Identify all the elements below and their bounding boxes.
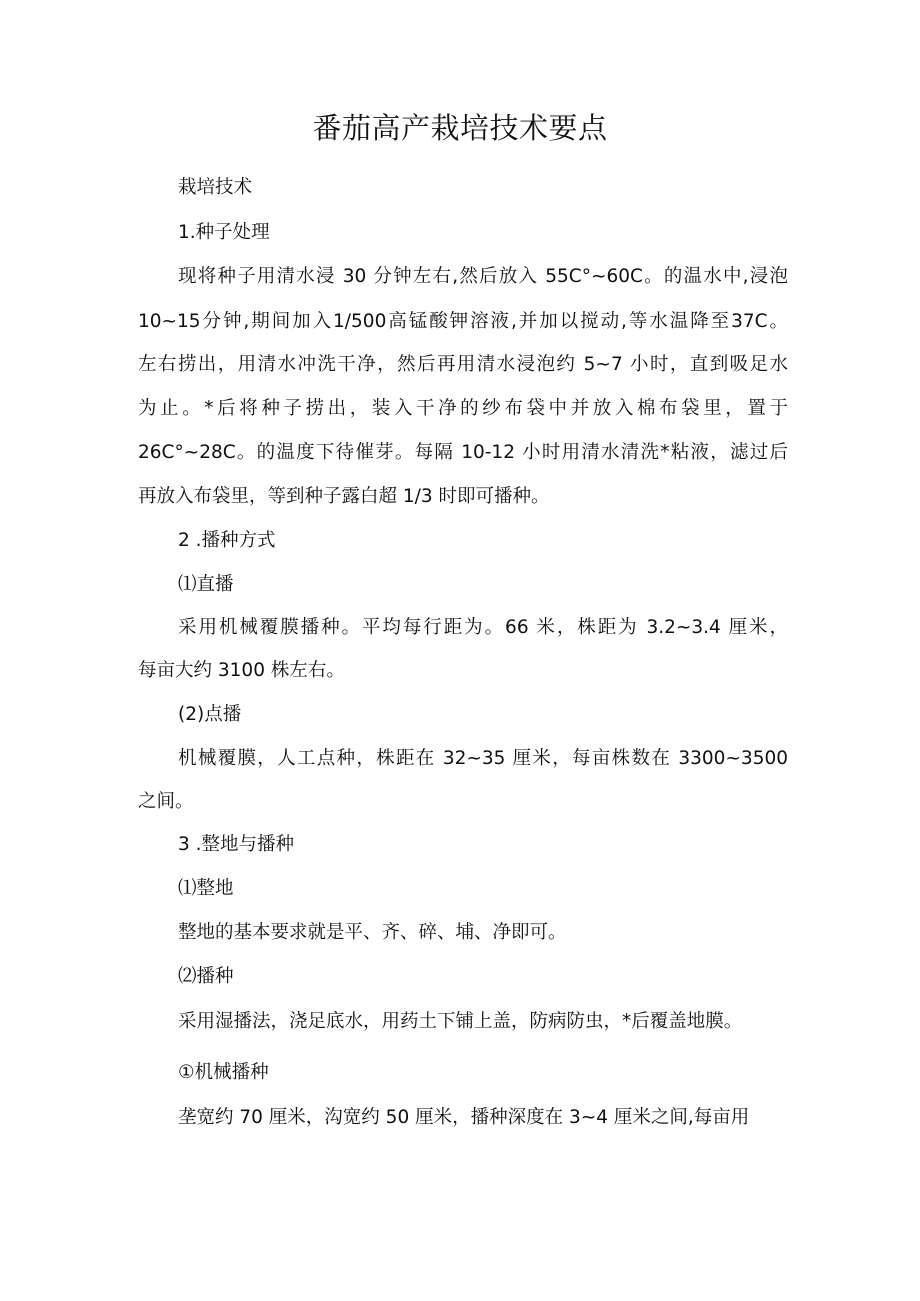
section-1-para-line: 再放入布袋里，等到种子露白超 1/3 时即可播种。 xyxy=(138,486,550,507)
section-2-sub1-line: 采用机械覆膜播种。平均每行距为。66 米，株距为 3.2~3.4 厘米， xyxy=(178,617,788,638)
section-1-para-line: 为止。*后将种子捞出，装入干净的纱布袋中并放入棉布袋里，置于 xyxy=(138,398,788,419)
section-3-sub1-line: 整地的基本要求就是平、齐、碎、埔、净即可。 xyxy=(178,922,567,943)
section-3-sub2-line: 采用湿播法，浇足底水，用药土下铺上盖，防病防虫，*后覆盖地膜。 xyxy=(178,1011,743,1032)
heading-cultivation-techniques: 栽培技术 xyxy=(178,177,253,198)
section-3-heading: 3 .整地与播种 xyxy=(178,834,295,855)
section-2-sub1-line: 每亩大约 3100 株左右。 xyxy=(138,660,345,681)
section-3-sub1-heading: ⑴整地 xyxy=(178,878,234,899)
section-2-sub2-line: 机械覆膜，人工点种，株距在 32~35 厘米，每亩株数在 3300~3500 xyxy=(178,748,788,769)
section-1-heading: 1.种子处理 xyxy=(178,222,270,243)
section-1-para-line: 现将种子用清水浸 30 分钟左右,然后放入 55C°~60C。的温水中,浸泡 xyxy=(178,266,788,287)
section-1-para-line: 左右捞出，用清水冲洗干净，然后再用清水浸泡约 5~7 小时，直到吸足水 xyxy=(138,354,788,375)
section-2-heading: 2 .播种方式 xyxy=(178,530,276,551)
section-3-sub2-heading: ⑵播种 xyxy=(178,966,234,987)
section-2-sub2-line: 之间。 xyxy=(138,791,194,812)
section-3-sub3-heading: ①机械播种 xyxy=(178,1062,269,1083)
section-2-sub2-heading: (2)点播 xyxy=(178,704,242,725)
document-title: 番茄高产栽培技术要点 xyxy=(312,111,608,145)
section-3-sub3-line: 垄宽约 70 厘米，沟宽约 50 厘米，播种深度在 3~4 厘米之间,每亩用 xyxy=(178,1107,750,1128)
section-1-para-line: 26C°~28C。的温度下待催芽。每隔 10-12 小时用清水清洗*粘液，滤过后 xyxy=(138,442,788,463)
section-1-para-line: 10~15分钟,期间加入1/500高锰酸钾溶液,并加以搅动,等水温降至37C。 xyxy=(138,311,788,332)
section-2-sub1-heading: ⑴直播 xyxy=(178,574,234,595)
